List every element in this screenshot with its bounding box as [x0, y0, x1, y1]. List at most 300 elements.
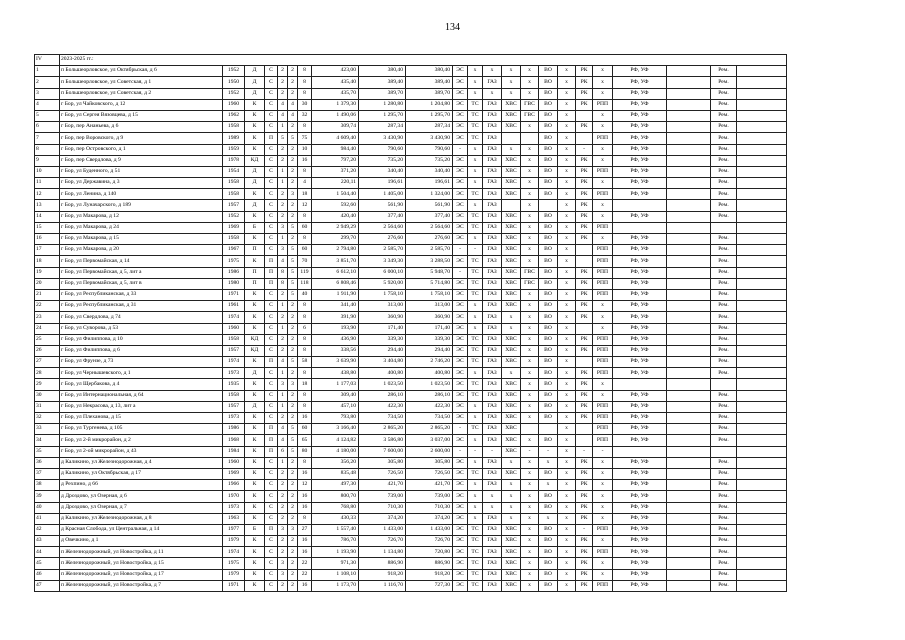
table-cell: Д	[245, 66, 265, 77]
table-cell	[737, 401, 787, 412]
table-cell: 1	[35, 66, 60, 77]
table-cell: С	[265, 569, 278, 580]
table-cell: 30	[298, 99, 312, 110]
table-cell: х	[521, 166, 539, 177]
table-cell: 13	[35, 200, 60, 211]
table-cell: 389,40	[406, 77, 453, 88]
table-cell	[576, 110, 593, 121]
table-cell: 1 193,90	[312, 547, 359, 558]
table-cell: ГАЗ	[483, 312, 502, 323]
table-cell: х	[521, 435, 539, 446]
table-cell: С	[265, 289, 278, 300]
table-cell: КД	[245, 155, 265, 166]
table-cell: х	[593, 513, 613, 524]
table-cell: г Бор, пер Островского, д 1	[60, 144, 223, 155]
table-cell: ХВС	[502, 435, 521, 446]
table-cell: х	[593, 491, 613, 502]
table-cell: ГАЗ	[483, 178, 502, 189]
table-cell: РФ, УФ	[613, 323, 667, 334]
table-row	[35, 334, 787, 345]
table-cell: ГАЗ	[483, 122, 502, 133]
table-cell	[667, 77, 711, 88]
table-cell	[667, 245, 711, 256]
table-cell: ГАЗ	[483, 547, 502, 558]
table-cell: г Бор, ул Плеханова, д 15	[60, 413, 223, 424]
table-cell: ГАЗ	[483, 379, 502, 390]
table-cell: К	[245, 491, 265, 502]
table-cell: РПП	[593, 256, 613, 267]
table-cell	[667, 424, 711, 435]
table-cell: 2	[288, 200, 298, 211]
table-cell: Рем.	[711, 77, 737, 88]
table-cell: РК	[576, 312, 593, 323]
table-cell: ХВС	[502, 234, 521, 245]
table-cell	[737, 278, 787, 289]
table-cell: ЭС	[453, 122, 468, 133]
table-cell: РК	[576, 345, 593, 356]
table-cell: 3	[288, 189, 298, 200]
table-cell: 18	[35, 256, 60, 267]
table-cell: ВО	[539, 144, 558, 155]
table-cell: 36	[35, 457, 60, 468]
table-cell: -	[483, 446, 502, 457]
table-row	[35, 480, 787, 491]
table-cell: РК	[576, 211, 593, 222]
table-cell: 8	[298, 234, 312, 245]
table-cell: ЭС	[453, 211, 468, 222]
table-cell	[667, 88, 711, 99]
table-cell: К	[245, 110, 265, 121]
table-row	[35, 491, 787, 502]
table-cell	[737, 178, 787, 189]
table-row	[35, 301, 787, 312]
table-cell: 1967	[223, 245, 245, 256]
table-cell: 27	[35, 357, 60, 368]
table-cell	[737, 267, 787, 278]
table-cell: 70	[298, 256, 312, 267]
table-cell: -	[576, 446, 593, 457]
table-cell: 2	[288, 401, 298, 412]
table-cell: ГАЗ	[483, 289, 502, 300]
table-row	[35, 278, 787, 289]
table-cell: ГАЗ	[483, 133, 502, 144]
table-cell: Рем.	[711, 569, 737, 580]
table-cell: х	[558, 513, 576, 524]
table-cell	[667, 480, 711, 491]
table-cell: 1 116,70	[359, 580, 406, 591]
table-cell: 2	[288, 178, 298, 189]
table-cell	[737, 502, 787, 513]
table-cell: ГАЗ	[483, 524, 502, 535]
table-cell: п Большеорловское, ул Советская, д 2	[60, 88, 223, 99]
table-cell: С	[265, 234, 278, 245]
table-cell: 423,00	[312, 66, 359, 77]
table-cell: ХВС	[502, 536, 521, 547]
table-cell: х	[558, 122, 576, 133]
table-cell: 16	[298, 413, 312, 424]
table-cell: 12	[298, 200, 312, 211]
table-cell: ГАЗ	[483, 435, 502, 446]
table-cell: ЭС	[453, 189, 468, 200]
table-cell: г Бор, ул Тургенева, д 105	[60, 424, 223, 435]
table-cell: х	[558, 435, 576, 446]
table-cell: 119	[298, 267, 312, 278]
table-cell: х	[468, 144, 483, 155]
table-cell: г Бор, ул Первомайская, д 14	[60, 256, 223, 267]
table-cell: х	[468, 312, 483, 323]
table-cell: ЭС	[453, 278, 468, 289]
table-row	[35, 424, 787, 435]
table-cell: ВО	[539, 390, 558, 401]
table-cell: х	[593, 301, 613, 312]
table-cell: РПП	[593, 524, 613, 535]
table-cell: РПП	[593, 424, 613, 435]
table-cell: 735,20	[406, 155, 453, 166]
table-cell: Рем.	[711, 178, 737, 189]
table-cell: КД	[245, 345, 265, 356]
table-cell: К	[245, 468, 265, 479]
table-cell: 286,10	[359, 390, 406, 401]
table-cell: Рем.	[711, 278, 737, 289]
table-cell: С	[265, 413, 278, 424]
table-cell: х	[521, 122, 539, 133]
table-cell: ВО	[539, 558, 558, 569]
table-cell: 8	[298, 211, 312, 222]
table-cell: 299,70	[312, 234, 359, 245]
table-cell: 305,80	[406, 457, 453, 468]
table-cell	[737, 234, 787, 245]
table-cell: РК	[576, 457, 593, 468]
table-cell: х	[558, 446, 576, 457]
table-cell: х	[468, 480, 483, 491]
table-cell: х	[558, 524, 576, 535]
table-cell: х	[521, 312, 539, 323]
table-cell: 2	[278, 312, 288, 323]
table-cell: д Каликино, ул Октябрьская, д 17	[60, 468, 223, 479]
table-cell: 726,50	[359, 468, 406, 479]
table-cell: Рем.	[711, 144, 737, 155]
table-cell: 1 023,50	[406, 379, 453, 390]
table-cell: РФ, УФ	[613, 245, 667, 256]
table-row	[35, 457, 787, 468]
table-cell: г Бор, ул Суворова, д 53	[60, 323, 223, 334]
table-cell: -	[576, 144, 593, 155]
table-cell: 835,48	[312, 468, 359, 479]
section-row	[35, 55, 787, 66]
table-cell: 42	[35, 524, 60, 535]
table-cell: ХВС	[502, 256, 521, 267]
table-cell: 4	[298, 178, 312, 189]
table-cell: 1961	[223, 301, 245, 312]
table-cell: РК	[576, 222, 593, 233]
table-cell: 16	[298, 536, 312, 547]
table-cell: ТС	[468, 547, 483, 558]
table-row	[35, 256, 787, 267]
table-cell: х	[558, 211, 576, 222]
table-cell: 2	[278, 345, 288, 356]
table-cell	[667, 390, 711, 401]
table-cell	[539, 424, 558, 435]
table-row	[35, 379, 787, 390]
table-cell: ГАЗ	[483, 413, 502, 424]
table-cell: 1 911,90	[312, 289, 359, 300]
table-cell: РПП	[593, 345, 613, 356]
table-cell	[667, 289, 711, 300]
table-cell: ГАЗ	[483, 536, 502, 547]
table-cell: С	[265, 301, 278, 312]
table-cell: ТС	[468, 468, 483, 479]
table-cell: РФ, УФ	[613, 256, 667, 267]
table-cell: РК	[576, 155, 593, 166]
table-cell	[667, 323, 711, 334]
table-cell: ВО	[539, 401, 558, 412]
table-cell: х	[521, 144, 539, 155]
table-cell: ВО	[539, 278, 558, 289]
table-cell: 3	[35, 88, 60, 99]
table-cell: 421,70	[406, 480, 453, 491]
table-cell: 2	[278, 211, 288, 222]
table-cell	[613, 446, 667, 457]
table-cell: х	[521, 513, 539, 524]
table-cell: х	[593, 457, 613, 468]
table-cell: 421,70	[359, 480, 406, 491]
table-cell: ГАЗ	[483, 155, 502, 166]
table-cell: х	[593, 323, 613, 334]
table-cell: х	[502, 368, 521, 379]
table-cell: -	[453, 144, 468, 155]
table-cell: 17	[35, 245, 60, 256]
table-cell: ГВС	[521, 278, 539, 289]
table-cell: 800,70	[312, 491, 359, 502]
table-cell: 80	[298, 446, 312, 457]
table-cell: РК	[576, 536, 593, 547]
table-cell: 8	[298, 345, 312, 356]
table-cell: 5 714,80	[406, 278, 453, 289]
table-cell: х	[558, 357, 576, 368]
table-cell: Рем.	[711, 256, 737, 267]
table-cell	[737, 155, 787, 166]
table-cell: х	[593, 558, 613, 569]
table-cell: 1 295,70	[406, 110, 453, 121]
table-row	[35, 77, 787, 88]
table-cell: 27	[298, 524, 312, 535]
table-cell	[613, 200, 667, 211]
table-cell: 1969	[223, 468, 245, 479]
table-cell: х	[521, 480, 539, 491]
table-cell: 2 794,80	[312, 245, 359, 256]
table-cell: ХВС	[502, 222, 521, 233]
table-cell: ЭС	[453, 491, 468, 502]
table-cell	[667, 513, 711, 524]
table-cell: х	[558, 144, 576, 155]
table-cell: РК	[576, 413, 593, 424]
table-cell: 918,20	[406, 569, 453, 580]
table-cell: ВО	[539, 536, 558, 547]
table-cell: 60	[298, 245, 312, 256]
table-cell: х	[593, 66, 613, 77]
table-cell: х	[558, 480, 576, 491]
table-cell: ГАЗ	[483, 256, 502, 267]
table-cell: К	[245, 256, 265, 267]
table-cell: 3 037,00	[406, 435, 453, 446]
table-cell: 2	[288, 480, 298, 491]
table-cell: 5	[288, 267, 298, 278]
table-cell: 1	[278, 401, 288, 412]
table-cell: г Бор, ул Республиканская, д 33	[60, 289, 223, 300]
table-cell	[737, 357, 787, 368]
table-cell: 886,90	[359, 558, 406, 569]
table-cell: х	[593, 502, 613, 513]
table-cell: 16	[298, 468, 312, 479]
table-cell: Рем.	[711, 110, 737, 121]
table-cell: 2	[288, 547, 298, 558]
table-cell: Рем.	[711, 524, 737, 535]
table-cell: -	[468, 245, 483, 256]
table-row	[35, 368, 787, 379]
table-cell: 430,33	[312, 513, 359, 524]
table-cell: РПП	[593, 267, 613, 278]
table-cell: 2 600,00	[406, 446, 453, 457]
table-cell: 1958	[223, 189, 245, 200]
table-cell: Рем.	[711, 66, 737, 77]
table-cell	[521, 133, 539, 144]
table-cell: Рем.	[711, 211, 737, 222]
table-cell	[667, 357, 711, 368]
table-cell: 34	[35, 435, 60, 446]
table-cell: х	[468, 66, 483, 77]
table-cell: 5	[288, 245, 298, 256]
table-cell	[667, 189, 711, 200]
table-cell: х	[483, 88, 502, 99]
table-cell: 2	[278, 334, 288, 345]
table-cell: 8	[278, 267, 288, 278]
table-cell: К	[245, 390, 265, 401]
table-cell: РФ, УФ	[613, 334, 667, 345]
table-cell: ЭС	[453, 323, 468, 334]
table-cell: 2	[278, 155, 288, 166]
table-cell: ТС	[468, 424, 483, 435]
table-cell: ВО	[539, 468, 558, 479]
table-cell: 2	[278, 289, 288, 300]
table-cell: ГАЗ	[483, 222, 502, 233]
table-cell: х	[468, 502, 483, 513]
table-cell: 2	[288, 323, 298, 334]
table-cell: ЭС	[453, 301, 468, 312]
table-cell: 1 504,40	[312, 189, 359, 200]
table-cell: х	[521, 222, 539, 233]
table-cell: х	[521, 468, 539, 479]
table-cell: Рем.	[711, 200, 737, 211]
table-cell: 2 949,29	[312, 222, 359, 233]
table-cell	[667, 110, 711, 121]
table-cell: х	[521, 234, 539, 245]
table-cell: ВО	[539, 413, 558, 424]
table-cell: 2	[278, 200, 288, 211]
table-cell: ВО	[539, 155, 558, 166]
table-cell: 196,61	[406, 178, 453, 189]
table-cell: ГАЗ	[483, 424, 502, 435]
table-cell: С	[265, 178, 278, 189]
table-cell: 294,40	[359, 345, 406, 356]
table-cell: 3	[278, 524, 288, 535]
table-cell: РК	[576, 513, 593, 524]
table-cell: ГАЗ	[483, 234, 502, 245]
table-cell	[737, 189, 787, 200]
table-cell: РК	[576, 234, 593, 245]
table-cell: ВО	[539, 435, 558, 446]
table-cell: Рем.	[711, 267, 737, 278]
table-cell: г Бор, ул Филиппова, д 10	[60, 334, 223, 345]
table-cell: Д	[245, 77, 265, 88]
table-cell: х	[521, 289, 539, 300]
table-cell	[667, 524, 711, 535]
table-cell: х	[521, 88, 539, 99]
table-cell: 16	[298, 547, 312, 558]
table-cell: 1986	[223, 424, 245, 435]
table-cell: х	[468, 234, 483, 245]
table-cell: 276,60	[406, 234, 453, 245]
table-cell: п Железнодорожный, ул Новостройка, д 11	[60, 547, 223, 558]
table-cell: х	[468, 178, 483, 189]
table-cell: х	[521, 301, 539, 312]
table-cell: 457,10	[312, 401, 359, 412]
table-cell	[667, 234, 711, 245]
table-cell: ХВС	[502, 189, 521, 200]
table-cell: Рем.	[711, 345, 737, 356]
table-cell: 727,30	[406, 580, 453, 591]
table-cell: 2	[278, 189, 288, 200]
table-cell: х	[558, 222, 576, 233]
page-number: 134	[445, 22, 460, 33]
table-cell: П	[265, 267, 278, 278]
table-cell	[667, 401, 711, 412]
table-cell: ЭС	[453, 457, 468, 468]
table-cell: 16	[35, 234, 60, 245]
table-cell: х	[558, 99, 576, 110]
table-cell: 196,61	[359, 178, 406, 189]
table-cell: х	[521, 256, 539, 267]
table-cell: ВО	[539, 334, 558, 345]
table-cell: х	[468, 368, 483, 379]
table-cell: 710,30	[406, 502, 453, 513]
table-cell: К	[245, 234, 265, 245]
table-cell: ЭС	[453, 88, 468, 99]
table-cell: 380,40	[406, 66, 453, 77]
table-cell: Д	[245, 368, 265, 379]
table-cell: РК	[576, 189, 593, 200]
table-cell: 4 124,82	[312, 435, 359, 446]
table-cell: Рем.	[711, 323, 737, 334]
table-cell: 1971	[223, 580, 245, 591]
table-cell	[737, 66, 787, 77]
table-cell: С	[265, 390, 278, 401]
table-cell: ВО	[539, 491, 558, 502]
table-cell: х	[521, 178, 539, 189]
table-cell: П	[265, 524, 278, 535]
table-cell: 1	[278, 301, 288, 312]
table-cell: 1969	[223, 222, 245, 233]
table-cell: х	[593, 379, 613, 390]
table-cell: ГАЗ	[483, 301, 502, 312]
table-cell: Рем.	[711, 234, 737, 245]
table-cell: ХВС	[502, 345, 521, 356]
table-cell	[539, 200, 558, 211]
table-cell: х	[558, 301, 576, 312]
table-cell	[667, 166, 711, 177]
table-cell: РК	[576, 502, 593, 513]
table-cell: РПП	[593, 133, 613, 144]
table-cell: 5	[288, 446, 298, 457]
